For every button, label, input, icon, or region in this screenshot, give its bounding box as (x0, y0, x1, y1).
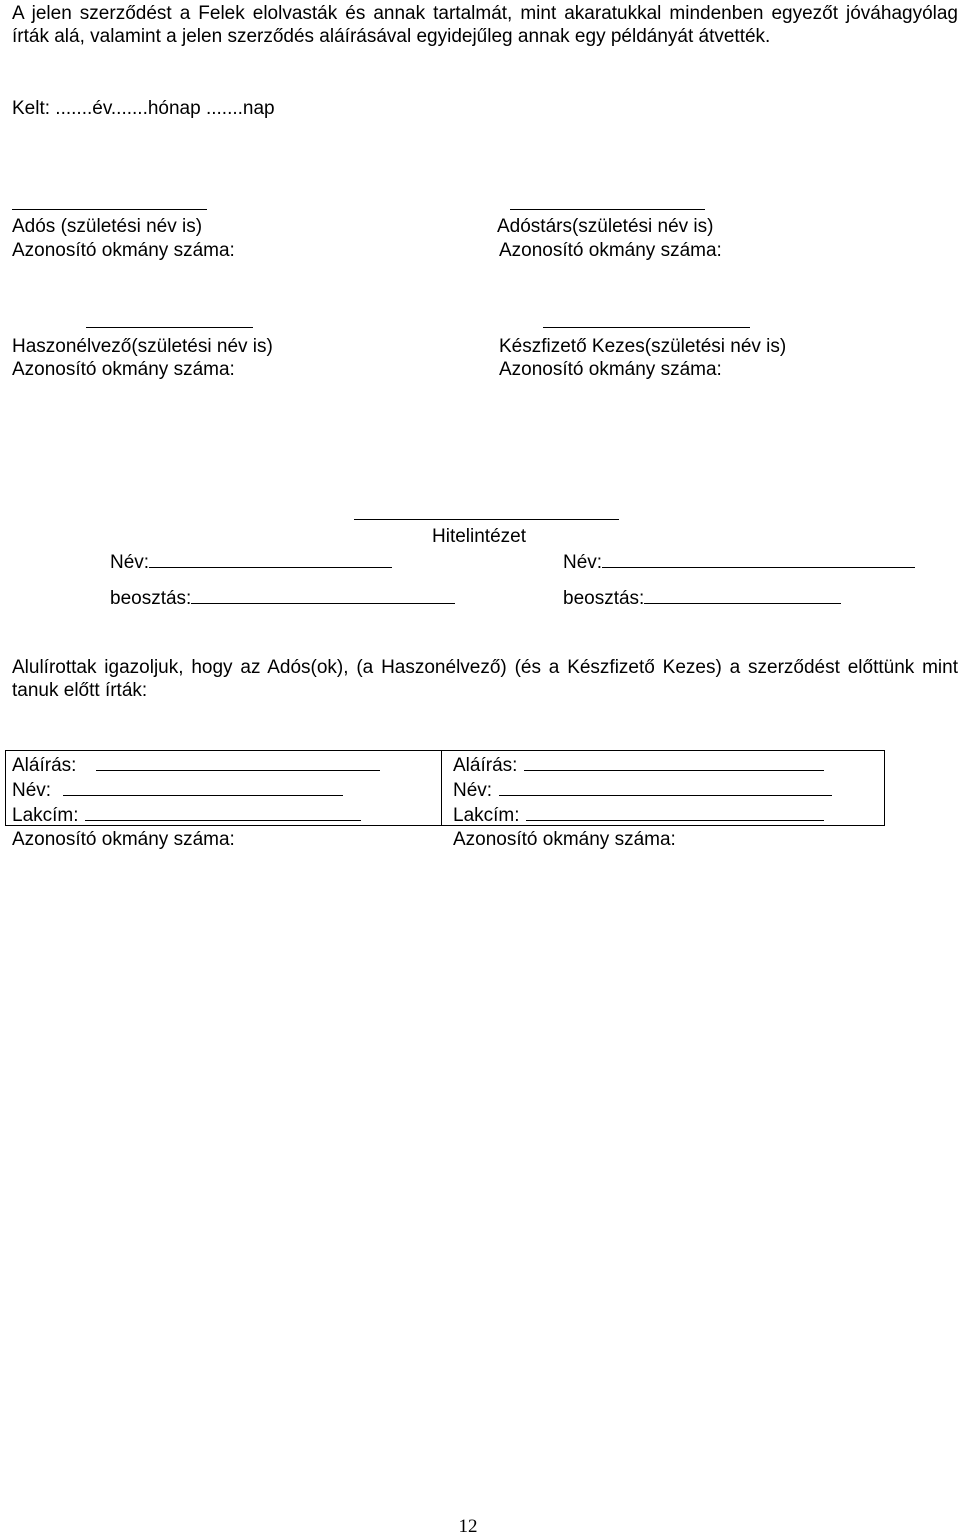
witness-1-name-row (12, 778, 343, 802)
witness-2-address-row (453, 803, 824, 827)
witness-statement: Alulírottak igazoljuk, hogy az Adós(ok), (a Haszonélvező) (és a Készfizető Kezes) a szerződést előttünk mint tanuk előtt írták: (12, 657, 958, 701)
witness-1-id-label: Azonosító okmány száma: (12, 829, 235, 850)
co-debtor-signature-line[interactable] (510, 209, 705, 210)
co-debtor-label: Adóstárs(születési név is) (497, 216, 714, 237)
bank-right-position-row (563, 586, 841, 610)
guarantor-label: Készfizető Kezes(születési név is) (499, 336, 787, 357)
bank-right-position-field[interactable] (644, 586, 841, 604)
bank-left-name-field[interactable] (149, 550, 392, 568)
witness-2-signature-label: Aláírás: (453, 755, 518, 776)
beneficiary-signature-line[interactable] (86, 327, 253, 328)
bank-left-name-label: Név: (110, 552, 150, 573)
witness-2-address-field[interactable] (526, 803, 824, 821)
beneficiary-label: Haszonélvező(születési név is) (12, 336, 273, 357)
witness-1-address-row (12, 803, 361, 827)
bank-right-name-label: Név: (563, 552, 603, 573)
witness-1-address-label: Lakcím: (12, 805, 79, 826)
witness-2-name-row (453, 778, 832, 802)
intro-paragraph: A jelen szerződést a Felek elolvasták és annak tartalmát, mint akaratukkal mindenben egyezőt jóváhagyólag írták alá, valamint a jelen szerződés aláírásával egyidejűleg annak egy példányát átvették. (12, 3, 958, 47)
witness-1-name-field[interactable] (63, 778, 343, 796)
bank-left-position-label: beosztás: (110, 588, 192, 609)
witness-1-name-label: Név: (12, 780, 52, 801)
witness-1-signature-field[interactable] (96, 753, 380, 771)
witness-2-name-field[interactable] (499, 778, 832, 796)
witness-2-address-label: Lakcím: (453, 805, 520, 826)
bank-right-name-field[interactable] (602, 550, 915, 568)
bank-right-position-label: beosztás: (563, 588, 645, 609)
bank-label: Hitelintézet (432, 526, 526, 547)
guarantor-signature-line[interactable] (543, 327, 750, 328)
witness-2-id-label: Azonosító okmány száma: (453, 829, 676, 850)
bank-left-name-row (110, 550, 392, 574)
co-debtor-id-label: Azonosító okmány száma: (499, 240, 722, 261)
debtor-signature-line[interactable] (12, 209, 207, 210)
witness-2-signature-field[interactable] (524, 753, 824, 771)
bank-signature-line[interactable] (354, 519, 619, 520)
debtor-label: Adós (születési név is) (12, 216, 203, 237)
witness-1-signature-label: Aláírás: (12, 755, 77, 776)
page-number: 12 (458, 1516, 478, 1537)
beneficiary-id-label: Azonosító okmány száma: (12, 359, 235, 380)
bank-right-name-row (563, 550, 915, 574)
bank-left-position-field[interactable] (191, 586, 455, 604)
debtor-id-label: Azonosító okmány száma: (12, 240, 235, 261)
witness-2-signature-row (453, 753, 824, 777)
witness-1-signature-row (12, 753, 380, 777)
guarantor-id-label: Azonosító okmány száma: (499, 359, 722, 380)
date-line: Kelt: .......év.......hónap .......nap (12, 98, 275, 119)
witness-1-address-field[interactable] (85, 803, 361, 821)
witness-2-name-label: Név: (453, 780, 493, 801)
witness-table-divider (441, 751, 442, 825)
bank-left-position-row (110, 586, 455, 610)
